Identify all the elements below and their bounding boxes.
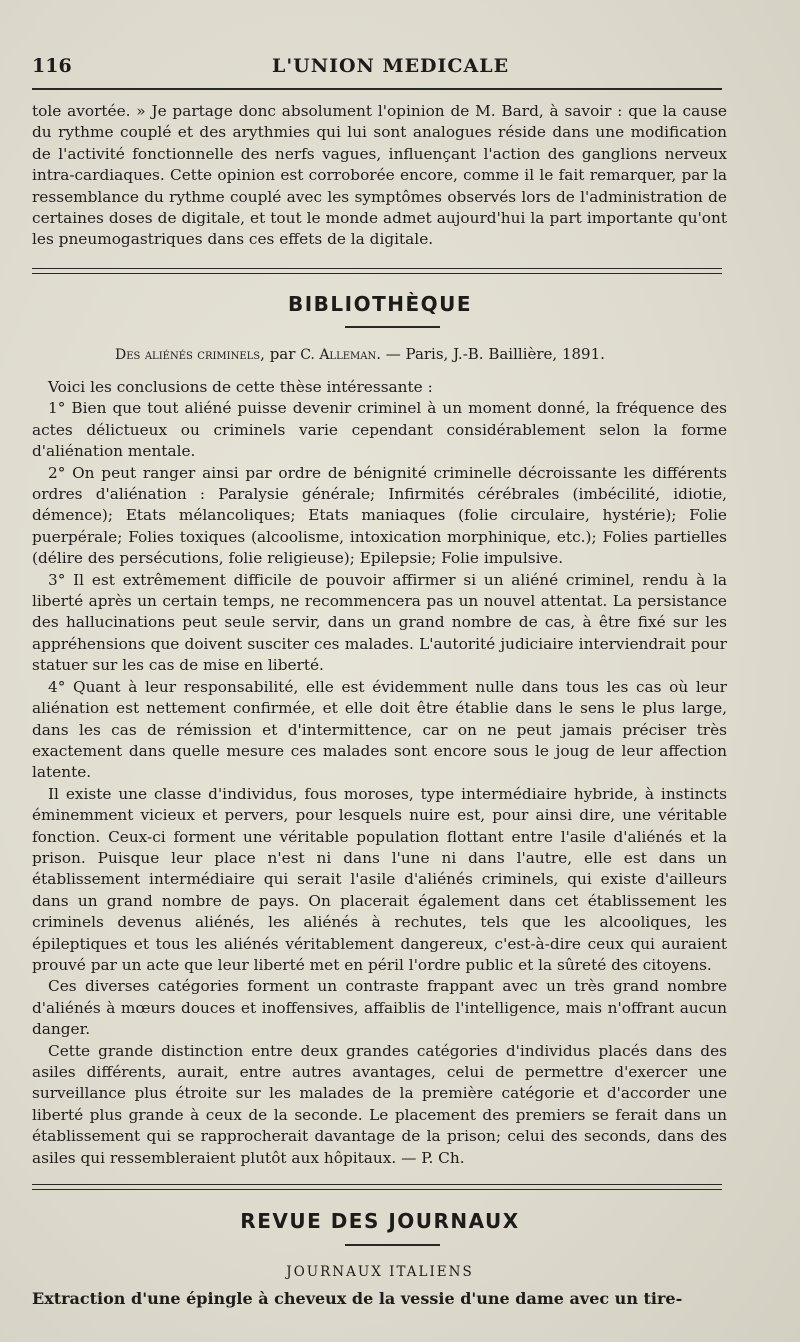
book-author: C. Alleman [300, 347, 377, 363]
bib-paragraph: 4° Quant à leur responsabilité, elle est évidemment nulle dans tous les cas où leur aliénation est nettement confirmée, et elle doit être établie dans le sens le plus large, dans les cas de rémission et d'intermittence, car on ne peut jamais préciser très exactement dans quelle mesure ces malades sont encore sous le joug de leur affection latente. [32, 677, 727, 782]
article-title: Extraction d'une épingle à cheveux de la vessie d'une dame avec un tire- [32, 1289, 683, 1308]
bib-paragraph: 1° Bien que tout aliéné puisse devenir criminel à un moment donné, la fréquence des actes délictueux ou criminels varie cependant considérablement selon la forme d'aliénation mentale. [32, 399, 727, 461]
bibliotheque-body [32, 377, 727, 1169]
bibliotheque-heading: BIBLIOTHÈQUE [287, 292, 473, 316]
intro-paragraph: tole avortée. » Je partage donc absolument l'opinion de M. Bard, à savoir : que la cause du rythme couplé et des arythmies qui lui sont analogues réside dans une modification de l'activité fonctionnelle des nerfs vagues, influençant l'action des ganglions nerveux intra-cardiaques. Cette opinion est corroborée encore, comme il le fait remarquer, par la ressemblance du rythme couplé avec les symptômes observés lors de l'administration de certaines doses de digitale, et tout le monde admet aujourd'hui la part importante qu'ont les pneumogastriques dans ces effets de la digitale. [32, 102, 727, 249]
page-header [32, 55, 722, 89]
book-title: Des aliénés criminels [115, 347, 261, 363]
book-publisher: . — Paris, J.-B. Baillière, 1891. [376, 345, 605, 363]
running-title: L'UNION MEDICALE [272, 55, 510, 77]
bib-paragraph: Cette grande distinction entre deux grandes catégories d'individus placés dans des asiles différents, aurait, entre autres avantages, celui de permettre d'exercer une surveillance plus étroite sur les malades de la première catégorie et d'accorder une liberté plus grande à ceux de la seconde. Le placement des premiers se ferait dans un établissement qui se rapprocherait davantage de la prison; celui des seconds, dans des asiles qui ressembleraient plutôt aux hôpitaux. — P. Ch. [32, 1041, 727, 1167]
bib-paragraph: Il existe une classe d'individus, fous moroses, type intermédiaire hybride, à instincts éminemment vicieux et pervers, pour lesquels nuire est, pour ainsi dire, une véritable fonction. Ceux-ci forment une véritable population flottant entre l'asile d'aliénés et la prison. Puisque leur place n'est ni dans l'une ni dans l'autre, elle est dans un établissement intermédiaire qui serait l'asile d'aliénés criminels, qui existe d'ailleurs dans un grand nombre de pays. On placerait également dans cet établissement les criminels devenus aliénés, les aliénés à rechutes, tels que les alcooliques, les épileptiques et tous les aliénés véritablement dangereux, c'est-à-dire ceux qui auraient prouvé par un acte que leur liberté met en péril l'ordre public et la sûreté des citoyens. [32, 784, 727, 974]
bib-paragraph: 2° On peut ranger ainsi par ordre de bénignité criminelle décroissante les différents ordres d'aliénation : Paralysie générale; Infirmités cérébrales (imbécilité, idiotie, démence); Etats mélancoliques; Etats maniaques (folie circulaire, hystérie); Folie puerpérale; Folies toxiques (alcoolisme, intoxication morphinique, etc.); Folies partielles (délire des persécutions, folie religieuse); Epilepsie; Folie impulsive. [32, 463, 727, 568]
bib-paragraph: 3° Il est extrêmement difficile de pouvoir affirmer si un aliéné criminel, rendu à la liberté après un certain temps, ne recommencera pas un nouvel attentat. La persistance des hallucinations peut seule servir, dans un grand nombre de cas, à être fixé sur les appréhensions que doivent susciter ces malades. L'autorité judiciaire interviendrait pour statuer sur les cas de mise en liberté. [32, 570, 727, 675]
book-reference [115, 345, 605, 363]
revue-heading: REVUE DES JOURNAUX [240, 1209, 520, 1233]
section-divider [32, 268, 722, 274]
revue-subheading: JOURNAUX ITALIENS [286, 1264, 474, 1280]
heading-underline [345, 326, 440, 328]
intro-paragraph-block [32, 101, 727, 251]
section-divider [32, 1184, 722, 1190]
bib-paragraph: Voici les conclusions de cette thèse intéressante : [48, 378, 433, 396]
heading-underline [345, 1244, 440, 1246]
page-number: 116 [32, 55, 72, 77]
bib-paragraph: Ces diverses catégories forment un contraste frappant avec un très grand nombre d'aliénés à mœurs douces et inoffensives, affaiblis de l'intelligence, mais n'offrant aucun danger. [32, 977, 727, 1039]
header-rule [32, 88, 722, 90]
book-by: , par [260, 345, 296, 363]
